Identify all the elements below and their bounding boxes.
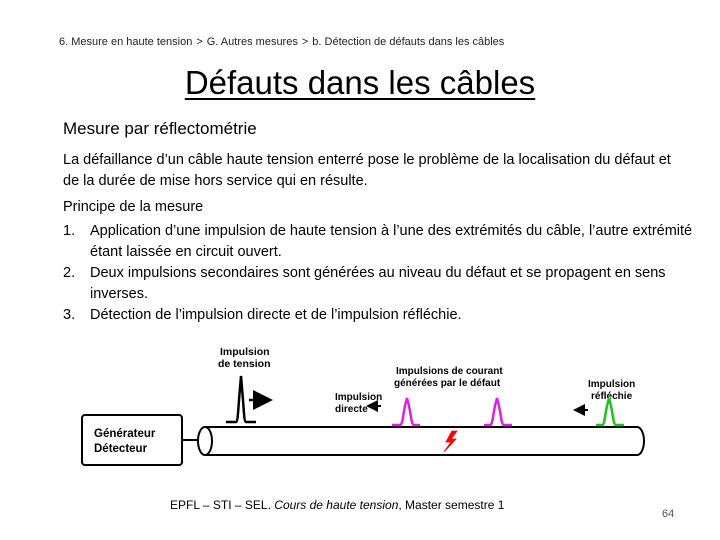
section-subtitle: Mesure par réflectométrie [63,119,257,138]
step-number: 1. [63,223,76,239]
generator-box [82,415,182,465]
step-number: 2. [63,265,76,281]
breadcrumb-item: b. Détection de défauts dans les câbles [312,36,505,48]
step-text: Application d’une impulsion de haute tension à l’une des extrémités du câble, l’autre extrémité étant laissée en circuit ouvert. [90,223,693,260]
footer-suffix: , Master semestre 1 [398,498,505,512]
breadcrumb-item: 6. Mesure en haute tension [59,36,193,48]
label-tension-2: de tension [218,358,271,370]
label-courant-2: générées par le défaut [394,378,501,389]
label-reflechie-1: Impulsion [588,379,636,390]
footer-prefix: EPFL – STI – SEL. [170,498,271,512]
reflected-pulse-green [596,398,624,425]
footer-course: Cours de haute tension [274,498,399,512]
page-number: 64 [662,508,675,520]
breadcrumb-separator: > [196,36,203,48]
breadcrumb-separator: > [301,36,309,48]
generator-label: Générateur [94,428,156,440]
label-reflechie-2: réfléchie [591,391,633,402]
detector-label: Détecteur [94,443,148,455]
cable [198,427,644,455]
direct-pulse-magenta [484,398,512,425]
step-text: Deux impulsions secondaires sont générées au niveau du défaut et se propagent en sens inverses. [90,265,666,302]
footer [170,498,504,512]
breadcrumb-item: G. Autres mesures [206,36,298,48]
step-number: 3. [63,307,76,323]
intro-paragraph: La défaillance d’un câble haute tension enterré pose le problème de la localisation du défaut et de la durée de mise hors service qui en résulte. [63,152,671,189]
label-tension-1: Impulsion [220,346,270,358]
page-title: Défauts dans les câbles [184,64,536,101]
lightning-icon [444,431,457,452]
step-text: Détection de l’impulsion directe et de l’impulsion réfléchie. [90,307,462,323]
principle-heading: Principe de la mesure [63,199,204,215]
label-courant-1: Impulsions de courant [396,366,503,377]
label-directe-2: directe [335,404,368,415]
label-directe-1: Impulsion [335,392,383,403]
direct-pulse-magenta [392,398,420,425]
